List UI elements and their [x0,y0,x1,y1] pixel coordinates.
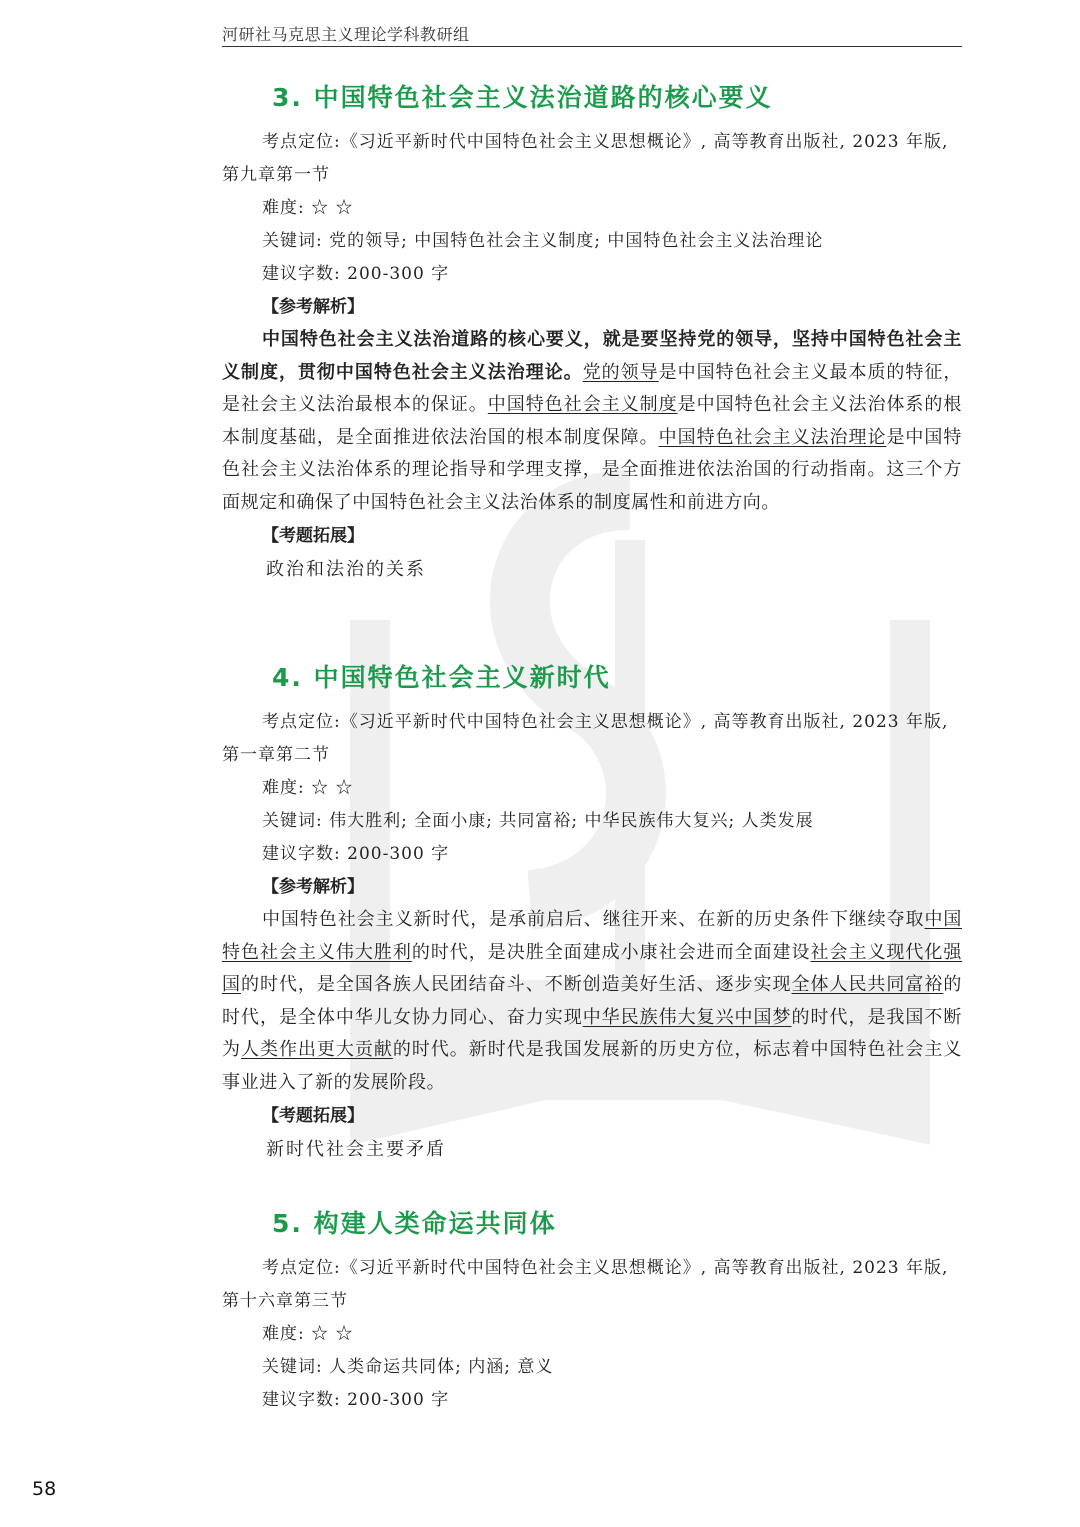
word-count: 建议字数: 200-300 字 [262,264,450,284]
header-divider [222,46,962,47]
keywords: 关键词: 党的领导; 中国特色社会主义制度; 中国特色社会主义法治理论 [262,231,824,251]
section-meta [222,706,962,871]
section-title: 4. 中国特色社会主义新时代 [272,663,611,692]
section-5 [222,1204,962,1417]
analysis-text: 的时代，是我国不断为 [222,1006,962,1061]
analysis-paragraph [222,324,962,520]
page-number: 58 [32,1478,57,1500]
difficulty: 难度: ☆ ☆ [262,778,354,798]
analysis-label: 【参考解析】 [262,877,364,897]
analysis-text: 中国特色社会主义新时代，是承前启后、继往开来、在新的历史条件下继续夺取 [262,909,925,930]
keywords: 关键词: 伟大胜利; 全面小康; 共同富裕; 中华民族伟大复兴; 人类发展 [262,811,814,831]
exam-position-chapter: 第十六章第三节 [222,1291,348,1311]
analysis-lead: 中国特色社会主义法治道路的核心要义，就是要坚持党的领导，坚持中国特色社会主义制度，贯彻中国特色社会主义法治理论。 [222,329,962,383]
difficulty: 难度: ☆ ☆ [262,198,354,218]
section-3 [222,78,962,586]
key-term: 党的领导 [582,361,659,383]
analysis-label: 【参考解析】 [262,297,364,317]
section-4 [222,658,962,1166]
page-header: 河研社马克思主义理论学科教研组 [222,25,470,44]
section-title: 3. 中国特色社会主义法治道路的核心要义 [272,83,773,112]
key-term: 中国特色社会主义制度 [487,394,678,416]
exam-position: 考点定位:《习近平新时代中国特色社会主义思想概论》, 高等教育出版社, 2023 年版, [262,132,949,152]
key-term: 全体人民共同富裕 [791,974,944,996]
analysis-text: 是中国特色社会主义最本质的特征，是社会主义法治最根本的保证。 [222,361,962,416]
exam-position-chapter: 第九章第一节 [222,165,330,185]
exam-position: 考点定位:《习近平新时代中国特色社会主义思想概论》, 高等教育出版社, 2023 年版, [262,1258,949,1278]
analysis-text: 是中国特色社会主义法治体系的根本制度基础，是全面推进依法治国的根本制度保障。 [222,394,963,448]
analysis-text: 的时代。新时代是我国发展新的历史方位，标志着中国特色社会主义事业进入了新的发展阶段。 [222,1039,962,1093]
exam-position-chapter: 第一章第二节 [222,745,330,765]
key-term: 人类作出更大贡献 [240,1039,393,1061]
extension-label: 【考题拓展】 [262,1105,364,1126]
keywords: 关键词: 人类命运共同体; 内涵; 意义 [262,1357,554,1377]
word-count: 建议字数: 200-300 字 [262,1390,450,1410]
analysis-paragraph [222,904,962,1100]
difficulty: 难度: ☆ ☆ [262,1324,354,1344]
section-meta [222,1252,962,1417]
analysis-text: 的时代，是全体中华儿女协力同心、奋力实现 [222,974,962,1028]
exam-position: 考点定位:《习近平新时代中国特色社会主义思想概论》, 高等教育出版社, 2023 年版, [262,712,949,732]
extension-label: 【考题拓展】 [262,525,364,546]
key-term: 中国特色社会主义伟大胜利 [222,909,962,963]
extension-topic: 政治和法治的关系 [266,558,426,580]
analysis-text: 的时代，是全国各族人民团结奋斗、不断创造美好生活、逐步实现 [240,974,792,996]
word-count: 建议字数: 200-300 字 [262,844,450,864]
key-term: 中华民族伟大复兴中国梦 [582,1006,792,1028]
analysis-text: 的时代，是决胜全面建成小康社会进而全面建设 [411,941,811,963]
section-meta [222,126,962,291]
analysis-text: 是中国特色社会主义法治体系的理论指导和学理支撑，是全面推进依法治国的行动指南。这三个方面规定和确保了中国特色社会主义法治体系的制度属性和前进方向。 [222,426,962,513]
key-term: 社会主义现代化强国 [222,941,962,996]
extension-topic: 新时代社会主要矛盾 [266,1138,446,1160]
section-title: 5. 构建人类命运共同体 [272,1209,557,1238]
key-term: 中国特色社会主义法治理论 [658,426,887,448]
